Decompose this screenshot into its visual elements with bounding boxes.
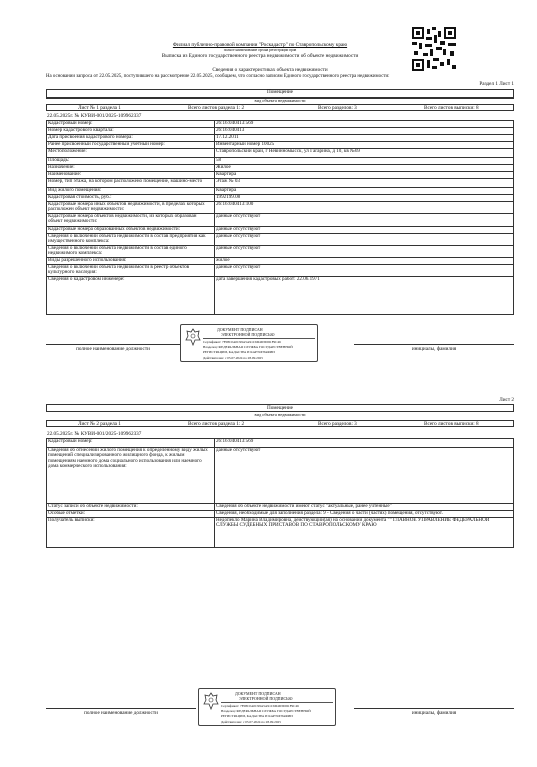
extract-title: Выписка из Единого государственного реестра недвижимости об объекте недвижимости [161, 53, 359, 59]
row-label: Кадастровая стоимость, руб.: [48, 194, 112, 200]
row-value: Этаж № 03 [216, 178, 240, 184]
row-value: Квартира [216, 187, 237, 193]
row-value: 1992199.08 [216, 194, 241, 200]
object-type-caption: вид объекта недвижимости [254, 98, 306, 103]
emblem-icon [185, 328, 201, 346]
row-label: Сведения о включении объекта недвижимости в состав предприятия как имущественного комплекса: [48, 233, 206, 245]
row-label: Кадастровый номер: [48, 120, 93, 126]
row-value: Инвентарный номер 10025 [216, 141, 275, 147]
org-name-caption: полное наименование органа регистрации прав [223, 48, 297, 52]
row-label: Площадь: [48, 157, 70, 163]
row-label: Кадастровые номера объектов недвижимости, из которых образован объект недвижимости: [48, 213, 197, 225]
name-caption: инициалы, фамилия [411, 346, 457, 352]
row-value: данные отсутствуют [216, 233, 261, 239]
document-number: 22.05.2025г. № КУВИ-001/2025-109962337 [47, 113, 142, 119]
row-label: Номер кадастрового квартала: [48, 127, 114, 133]
sheet-number: Лист № 1 раздела 1 [78, 105, 121, 111]
row-label: Вид жилого помещения: [48, 187, 102, 193]
row-label: Кадастровые номера иных объектов недвижимости, в пределах которых расположен объект недвижимости: [48, 201, 205, 213]
row-label: Сведения о кадастровом инженере: [48, 276, 125, 282]
row-label: Кадастровые номера образованных объектов недвижимости: [48, 226, 181, 232]
section-sheets-2: Всего листов раздела 1: 2 [188, 421, 245, 427]
row-value: 17.12.2011 [216, 134, 239, 140]
total-sections-2: Всего разделов: 3 [318, 421, 357, 427]
row-value: данные отсутствуют [216, 264, 261, 270]
row-label: Сведения о включении объекта недвижимости в состав единого недвижимого комплекса: [48, 245, 187, 257]
position-caption: полное наименование должности [76, 346, 150, 352]
row-label: Местоположение: [48, 148, 87, 154]
total-sections: Всего разделов: 3 [318, 105, 357, 111]
row-value: 58 [216, 157, 222, 163]
row-value: дата завершения кадастровых работ: 22.06.1971 [216, 276, 320, 282]
row-value: Сведения, необходимые для заполнения раздела: 9 - Сведения о части (частях) помещения, отсутствуют. [216, 510, 443, 516]
row-value: данные отсутствуют [216, 245, 261, 251]
object-type: Помещение [267, 89, 293, 95]
total-sheets-2: Всего листов выписки: 8 [424, 421, 479, 427]
section-tag: Раздел 1 Лист 1 [479, 81, 514, 87]
request-basis: На основании запроса от 22.05.2025, поступившего на рассмотрение 22.05.2025, сообщаем, что согласно записям Единого государственного реестра недвижимости: [46, 74, 390, 79]
object-type-caption-2: вид объекта недвижимости [254, 412, 306, 417]
total-sheets: Всего листов выписки: 8 [424, 105, 479, 111]
row-label: Получатель выписки: [48, 517, 95, 523]
row-value: Жилое [216, 164, 231, 170]
name-caption-2: инициалы, фамилия [411, 710, 457, 716]
extract-subtitle: Сведения о характеристиках объекта недвижимости [212, 67, 328, 73]
sheet2-tag: Лист 2 [499, 397, 514, 403]
org-name: Филиал публично-правовой компании "Роскадастр" по Ставропольскому краю [172, 42, 348, 48]
row-label: Статус записи об объекте недвижимости: [48, 503, 138, 509]
e-signature-stamp: ДОКУМЕНТ ПОДПИСАН ЭЛЕКТРОННОЙ ПОДПИСЬЮ Сертификат: 7F08C0A0C99A5A91C6D4D3DD1F9C46 Владелец: ФЕДЕРАЛЬНАЯ СЛУЖБА ГОСУДАРСТВЕННОЙ РЕГИСТРАЦИИ, КАДАСТРА И КАРТОГРАФИИ Действителен: с 05.07.2024 по 28.09.2025 [180, 324, 318, 362]
row-label: Особые отметки: [48, 510, 86, 516]
row-label: Сведения об отнесении жилого помещения к определенному виду жилых помещений специализированного жилищного фонда, к жилым помещениям наемного дома социального использования или наемного дома коммерческого использования: [48, 447, 208, 470]
row-value: 26:16:040413:569 [216, 438, 254, 444]
section-sheets: Всего листов раздела 1: 2 [188, 105, 245, 111]
row-value: данные отсутствуют [216, 213, 261, 219]
row-label: Кадастровый номер: [48, 438, 93, 444]
row-value: Недопекло Марина Владимировна, действующий(ая) на основании документа "" ГЛАВНОЕ УПРАВЛЕНИЕ ФЕДЕРАЛЬНОЙ СЛУЖБЫ СУДЕБНЫХ ПРИСТАВОВ ПО СТАВРОПОЛЬСКОМУ КРАЮ [216, 517, 490, 529]
row-label: Наименование: [48, 171, 82, 177]
row-label: Виды разрешенного использования: [48, 257, 127, 263]
row-label: Дата присвоения кадастрового номера: [48, 134, 133, 140]
document-number-2: 22.05.2025г. № КУВИ-001/2025-109962337 [47, 431, 142, 437]
row-value: 26:16:040413 [216, 127, 245, 133]
row-label: Назначение: [48, 164, 75, 170]
row-value: данные отсутствуют [216, 226, 261, 232]
position-caption-2: полное наименование должности [84, 710, 158, 716]
row-value: жилое [216, 257, 230, 263]
e-signature-stamp-2: ДОКУМЕНТ ПОДПИСАН ЭЛЕКТРОННОЙ ПОДПИСЬЮ Сертификат: 7F08C0A0C99A5A91C6D4D3DD1F9C46 Владелец: ФЕДЕРАЛЬНАЯ СЛУЖБА ГОСУДАРСТВЕННОЙ РЕГИСТРАЦИИ, КАДАСТРА И КАРТОГРАФИИ Действителен: с 05.07.2024 по 28.09.2025 [198, 688, 336, 726]
row-value: 26:16:040413:569 [216, 120, 254, 126]
row-value: 26:16:040413:100 [216, 201, 254, 207]
row-value: Квартира [216, 171, 237, 177]
row-value: данные отсутствуют [216, 447, 261, 453]
row-label: Номер, тип этажа, на котором расположено помещение, машино-место [48, 178, 203, 184]
row-value: Ставропольский край, г Невинномысск, ул Гагарина, д 10, кв №69 [216, 148, 360, 154]
emblem-icon [203, 692, 219, 710]
sheet-number-2: Лист № 2 раздела 1 [78, 421, 121, 427]
row-label: Ранее присвоенный государственный учетный номер: [48, 141, 165, 147]
object-type-2: Помещение [267, 405, 293, 411]
row-value: Сведения об объекте недвижимости имеют статус "актуальные, ранее учтенные" [216, 503, 392, 509]
row-label: Сведения о включении объекта недвижимости в реестр объектов культурного наследия: [48, 264, 190, 276]
